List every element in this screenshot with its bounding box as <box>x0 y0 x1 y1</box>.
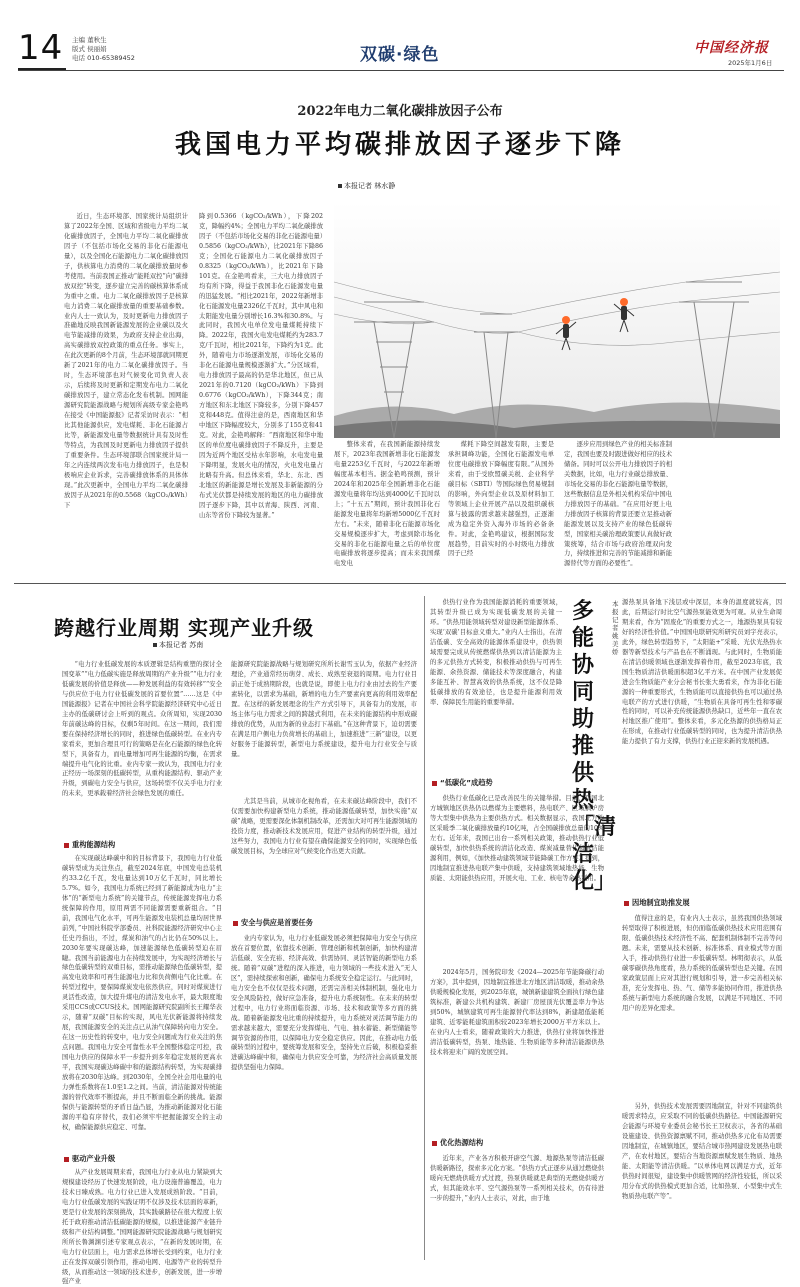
article3-subhead-1 <box>432 778 493 788</box>
subhead-marker <box>64 843 69 848</box>
article3-column-1-last: 近年来，产业各方积极开辟空气源、地源热泵等清洁低碳供暖新路径，探索多元化方案。“供热方式正逐步从通过燃烧供暖向无燃烧供暖方式过渡，热泵供暖就是典型的无燃烧供暖方式，但其能效水平、空气源热泵等一系列相关技术，仍有待进一步的提升，”业内人士表示，对此，由于地 <box>430 1155 604 1202</box>
issue-date: 2025年1月6日 <box>728 59 773 67</box>
article2-subhead-1 <box>64 840 115 850</box>
article1-column-1: 近日，生态环境部、国家统计局组织计算了2022年全国、区域和省级电力平均二氧化碳排放因子，全国电力平均二氧化碳排放因子（不包括市场化交易的非化石能源电量），以及全国化石能源电力二氧化碳排放因子，供核算电力消费的二氧化碳排放量时参考使用。当前我国正推动“能耗双控”向“碳排放双控”转变，逐步建立完善的碳核算体系成为重中之重。电力二氧化碳排放因子是核算电力消费二氧化碳排放量的重要基础参数。业内人士一致认为，及时更新电力排放因子准确地反映我国新能源发展的企业碳以及火电节能减排的效果，为政府支持企业出海，高实碳排放双控政策的重点任务。事实上，在此次更新的8个月前，生态环境部就同期更新了2021年的电力二氧化碳排放因子。当时，生态环境部也对气候变化司负责人表示，后续将及时更新和定期发布电力二氧化碳排放因子，建立常态化发布机制。国网能源研究院能源战略与规划所高级专家金艳鸣在接受《中国能源报》记者采访时表示：“相比其他能源供应，发电煤耗、非化石能源占比等，新能源发电量等数据统计具有及时性等特点，为我国及时更新电力排放因子提供了重要条件。生态环境部联合国家统计局一年之内连续两次发布电力排放因子，也是积极响应企业诉求，完善碳排放体系的具体体现。”此次更新中，全国电力平均二氧化碳排放因子从2021年的0.5568（kgCO₂/kWh）下 <box>64 213 188 509</box>
article3-column-2-mid: 值得注意的是，有业内人士表示，虽然我国供热领域转型取得了积极进展，但仍面临低碳供热技术应用范围有限、低碳供热技术经济性不高、配套机制体制不完善等问题。未来，需要从技术创新、标准体系、商业模式等方面入手，推动供热行业进一步低碳转型。林明彻表示，从低碳零碳供热角度看，热力系统的低碳转型也是关键。在国家政策层面上应对其进行规划和引导，进一步完善相关标准，充分发挥电、热、气、储等多能协同作用，推进供热系统与新型电力系统的融合发展，以满足不同地区、不同用户的差异化需求。 <box>622 915 782 1012</box>
article1-kicker: 2022年电力二氧化碳排放因子公布 <box>297 104 503 119</box>
article2-subhead-2 <box>64 1154 115 1164</box>
byline-marker <box>153 643 157 647</box>
article1-byline <box>338 181 395 191</box>
designer-credit: 版式 侯丽娟 <box>72 45 107 53</box>
byline-marker <box>338 184 342 188</box>
article2-subhead-3 <box>233 918 313 928</box>
article3-column-1-mid: 供热行业低碳化已是改善民生的关键举措。目前，我国北方城镇地区供热仍以燃煤为主要燃料，热电联产、区域锅炉房等大型集中供热为主要供热方式。相关数据显示，我国北方地区采暖季二氧化碳排放量约10亿吨，占全国碳排放总量的10%左右。近年来，我国已出台一系列相关政策，推动供热行业低碳转型，加快供热系统的清洁化改造、煤炭减量替代和清洁能源利用，例如，《加快推动建筑领域节能降碳工作方案》提到，因地制宜推进热电联产集中供暖，支持建筑领域地热能、生物质能、太阳能供热应用，开展火电、工业、核电等余热利用。 <box>430 795 604 882</box>
article3-column-2: 源热泵具备地下浅层或中深层，本身的温度就较高，因此，后期运行时比空气源热泵能效更为可观。从业生命周期来看，作为“固废化”的重要方式之一，地源热泵具有较好的经济性价值。”中国国电联研究所研究员刘宇亮表示，此外，绿色转型趋势下，“太阳能+”采暖、光伏光热热水器等新型技术与产品也在不断涌现。与此同时，生物质能在清洁供暖领域也逐渐发挥着作用，截至2023年底，我国生物质清洁供暖面积超3亿平方米。在中国产业发展促进会生物质能产业分会秘书长张大勇看来，作为非化石能源的一种重要形式，生物质能可以直接供热也可以通过热电联产的方式进行供暖，“生物质在具备可再生性和零碳性的同时，可以补充传统能源供热缺口，近些年一直在农村地区推广使用”。整体来看，多元化热源的供热格局正在形成，在推动行业低碳转型的同时，也为提升清洁供热能力提供了有力支撑，供热行业正迎来新的发展机遇。 <box>622 599 782 746</box>
article3-subhead-3 <box>624 898 690 908</box>
article3-column-1: 供热行业作为我国能源消耗的重要领域，其转型升级已成为实现低碳发展的关键一环。“供热用能领域转型对建设新型能源体系、实现‘双碳’目标意义重大。”业内人士指出，在清洁低碳、安全高效的能源体系建设中，供热领域需要完成从传统燃煤供热到以清洁能源为主的多元供热方式转变，积极推动供热与可再生能源、余热资源、储能技术等深度融合，构建多能互补、智慧高效的供热系统，这不仅是降低碳排放的有效途径，也是提升能源利用效率、保障民生用能的重要举措。 <box>430 599 562 706</box>
article2-column-b-top: 能源研究院能源战略与规划研究所所长谢雪玉认为，依据产业经济理论，产业通常经历萌芽、成长、成熟至衰退的周期。电力行业目前正处于成熟期阶段，也就是说，即使上电力行业由过去的生产要素转化，以需求为基础，新增的电力生产要素向更高的利用效率配置。在这样的新发展理念的生产方式引导下，具备有力的发展，市场主体与电力需求之间的跨越式利用，在未来的能源结构中形成碳排放的优势，从而为新的业态打下基础。”在这种背景下，迫切需要在满足用户侧电力负荷增长的基础上，加速推进“三新”建设，以更好服务于能源转型，新型电力系统建设，提升电力行业安全与质量。 <box>231 661 417 758</box>
article3-column-1-end: 2024年5月，国务院印发《2024—2025年节能降碳行动方案》，其中提到，因地制宜推进北方地区清洁取暖，推动余热供暖规模化发展，到2025年底，城镇新建建筑全面执行绿色建筑标准，新建公共机构建筑、新建厂房屋顶光伏覆盖率力争达到50%，城镇建筑可再生能源替代率达到8%，新建超低能耗建筑、近零能耗建筑面积较2023年增长2000万平方米以上。在业内人士看来，随着政策的大力推进，供热行业将加快推进清洁低碳转型，热泵、地热能、生物质能等多种清洁能源供热技术将迎来广阔的发展空间。 <box>430 969 604 1056</box>
subhead-marker <box>624 901 629 906</box>
article3-subhead-3-text: 因地制宜助推发展 <box>632 898 690 907</box>
power-tower-illustration <box>334 202 780 438</box>
section-title: 双碳·绿色 <box>360 45 440 65</box>
article1-bottom-rule <box>14 583 786 584</box>
article1-column-3: 整体来看，在我国新能源持续发展下，2023年我国新增非化石能源发电量2253亿千瓦时，与2022年新增幅度基本相当。据金艳鸣预测，预计2024年和2025年全国新增非化石能源发电量将年均达到4000亿千瓦时以上；“十五五”期间，预计我国非化石能源发电量将年均新增5000亿千瓦时左右。“未来，随着非化石能源市场化交易规模逐步扩大，考虑到除市场化交易的非化石能源电量之后的单位度电碳排放将逐步提高；而未来我国煤电发电 <box>334 441 440 568</box>
article1-column-4: 煤耗下降空间越发有限，主要是承担调峰功能，全国化石能源发电单位度电碳排放下降幅度有限。”从国外来看，由于受欧盟碳关税、企业科学碳目标（SBTI）等国际绿色贸易规制的影响，外向型企业以及原材料加工等领域上企业开展产品以及组织碳核算与披露的需求越来越强烈，正逐渐成为稳定外资入海外市场的必备条件。对此，金艳鸣建议，根据国际发展趋势，目前实时的小时级电力排放因子已经 <box>448 441 554 558</box>
article2-column-a-mid: 在实现碳达峰碳中和的目标背景下，我国电力行业低碳转型成为关注焦点，截至2024年底，中国发电总装机约33.2亿千瓦，发电量达到10万亿千瓦时，同比增长5.7%。如今，我国电力系统已经到了新能源成为电力“主体”的“新型电力系统”的关键节点，传统能源发挥电力系统保障的作用，原用两需不同能源需要重新组合。“目前，我国电气化水平，可再生能源发电装机总量均居世界前列，”中国社科院学部委员、社科院能源经济研究中心主任史丹指出，不过，煤炭和油气的占比仍在50%以上。2030年要实现碳达峰，加速能源绿色低碳转型迫在眉睫。我国当前能源电力在持续发展中，为实现经济增长与绿色低碳转型的双重目标，需推动能源绿色低碳转型，提高发电效率和可再生能源电力比和负荷侧电气化比重。在转型过程中，要保障煤炭发电依然供应，同时对煤炭进行灵活性改造，加大提升煤电的清洁发电水平，最大限度地采用CCS或CCUS技术。国网能源研究院副所长王耀华表示，随着“双碳”目标的实现，风电光伏新能源将持续发展，我国能源安全的关注点已从油气保障转向电力安全。在这一历史性的转变中，电力安全问题成为行业关注的焦点问题。我国电力安全可靠性水平全国整体稳定可控，我国电力供应的保障水平一步提升到多年稳定发展的更高水平，我国实现碳达峰碳中和的能源结构转型，为实现碳排放将在2030年达峰。到2030年，全国全社会用电量的电力弹性系数将在1.0至1.2之间。当前，清洁能源对传统能源的替代效率不断提高，并且不断面临全新的挑战。能源保供与能源转型的矛盾日益凸显，为推动新能源对化石能源的平稳有序替代，我们必须牢牢把握能源安全的主动权，确保能源供应稳定、可靠。 <box>62 855 222 1131</box>
article2-column-b-end: 业内专家认为，电力行业低碳发展必须把保障电力安全与供应放在首要位置，依靠技术创新、管理创新和机制创新，加快构建清洁低碳、安全充裕、经济高效、供需协同、灵活智能的新型电力系统。随着“双碳”进程的深入推进，电力领域的一些技术进入“无人区”，需持续探索和创新，确保电力系统安全稳定运行。与此同时，电力安全也不仅仅是技术问题，还需完善相关体制机制，强化电力安全风险防控，做好应急准备，提升电力系统韧性。在未来的转型过程中，电力行业将面临资源、市场、技术和政策等多方面的挑战。随着新能源发电比重的持续提升，电力系统对灵活调节能力的需求越来越大，需要充分发挥煤电、气电、抽水蓄能、新型储能等调节资源的作用，以保障电力安全稳定供应。因此，在推动电力低碳转型的过程中，要统筹发展和安全，坚持先立后破，积极稳妥推进碳达峰碳中和，确保电力供应安全可靠，为经济社会高质量发展提供坚强电力保障。 <box>231 935 417 1072</box>
header-rule <box>18 70 784 71</box>
article1-byline-text: 本报记者 林水静 <box>344 182 396 190</box>
article3-subhead-2-text: 优化热源结构 <box>440 1138 484 1147</box>
article1-column-5: 逐步应用到绿色产业的相关标准制定，我国也要及时跟进做好相应的技术储备。同时可以公开电力排放因子的相关数据，比如，电力行业碳总排放量、市场化交易的非化石能源电量等数据，这些数据信息是外相关机构采信中国电力排放因子的基础。“在应用好更上电力排放因子核算的背景还要立足推动新能源发展以及支持产业的绿色低碳转型，国家相关碳治理政策要认真做好政策统筹，结合市场与政府治理双向发力，持续推进和完善的节能减排和新能源替代等方面的必要性”。 <box>564 441 672 568</box>
subhead-marker <box>233 921 238 926</box>
article1-column-2: 降到0.5366（kgCO₂/kWh），下降202克，降幅约4%；全国电力平均二氧化碳排放因子（不包括市场化交易的非化石能源电量）0.5856（kgCO₂/kWh），比2021年下降86克；全国化石能源电力二氧化碳排放因子0.8325（kgCO₂/kWh），比2021年下降101克。在金艳鸣看来，三大电力排放因子均有所下降，得益于我国非化石能源发电量的迅猛发展。“相比2021年，2022年新增非化石能源发电量2326亿千瓦时，其中风电和太阳能发电量分别增长16.3%和30.8%。与此同时，我国火电单位发电量煤耗持续下降。2022年，我国火电发电煤耗约为283.7克/千瓦时，相比2021年，下降约为1克。此外，随着电力市场逐渐发展，市场化交易的非化石能源电量规模逐渐扩大。”分区域看，电力排放因子最高的仍是华北地区，但已从2021年的0.7120（kgCO₂/kWh）下降到0.6776（kgCO₂/kWh），下降344克；南方地区和东北地区下降较多，分别下降457克和448克。值得注意的是，西南地区和华中地区下降幅度较大，分别多了155克和41克。对此，金艳鸣解释：“西南地区和华中地区的单位度电碳排放因子不降反升，主要是因为近两个地区受枯水年影响，水电发电量下降明显，发展火电的情况，火电发电量占比略有升高。但总体来看，华北、东北、西北地区的新能源是增长发展及非新能源的分布式光伏都是持续发展的地区的电力碳排放因子逐步下降，其中以青海、陕西、河南、山东等省份下降较为显著。” <box>199 213 323 519</box>
editor-credit: 主编 董秋生 <box>72 36 107 44</box>
article3-byline: 本报记者 姚美娇 <box>612 600 619 656</box>
article3-subhead-1-text: “低碳化”成趋势 <box>440 778 493 787</box>
article1-headline: 我国电力平均碳排放因子逐步下降 <box>174 130 625 160</box>
header-credits <box>72 36 135 63</box>
phone-credit: 电话 010-65389452 <box>72 54 135 62</box>
article3-column-2-end: 另外，供热技术发展需要因地制宜，针对不同建筑供暖需求特点，应采取不同的低碳供热路径。中国能源研究会能源与环境专业委员会秘书长王卫权表示，各省的基础设施建设、供热资源禀赋不同，推动供热多元化布局需要因地制宜，在城镇地区，要结合城市热网建设发展热电联产，在农村地区，要结合当地资源禀赋发展生物质、地热能、太阳能等清洁供暖。“以单体电网以满足方式，近年供热时间很短，建设集中供暖管网的经济性较低，所以采用分布式的供热模式更加合适，比如热泵、小型集中式生物质热电联产等”。 <box>622 1103 782 1200</box>
article2-subhead-1-text: 重构能源结构 <box>72 840 116 849</box>
article2-headline: 跨越行业周期 实现产业升级 <box>54 616 314 640</box>
article2-subhead-3-text: 安全与供应是首要任务 <box>241 918 313 927</box>
article3-subhead-2 <box>432 1138 483 1148</box>
article2-byline-text: 本报记者 苏南 <box>159 641 204 649</box>
subhead-marker <box>64 1157 69 1162</box>
article2-subhead-2-text: 驱动产业升级 <box>72 1154 116 1163</box>
subhead-marker <box>432 1141 437 1146</box>
article2-column-a-end: 从产业发展周期来看，我国电力行业从电力紧缺到大规模建设经历了快速发展阶段，电力设施普遍覆盖，电力技术日臻成熟。电力行业已进入发展成熟阶段。“目前，电力行业低碳发展的实践证明不仅涉及技术层面的革新，更是行业发展的深刻挑战，其实践碳路径在很大程度上依托于政府推动清洁低碳能源的规模，以推进能源产业链升级和产业结构调整。”国网能源研究院能源战略与规划研究所所长鲁渊渊引述专家观点表示，“在新的发展时期，在电力行业层面上，电力需求总体增长受到约束，电力行业正在发挥双碳引领作用，推动电网、电源等产业的转型升级，从而推动这一领域的技术进步，创新发展，进一步增强产业 <box>62 1169 222 1286</box>
masthead-logo: 中国经济报 <box>694 40 769 56</box>
article2-column-a-intro: “电力行业低碳发展的本质逻辑是结构重塑的探讨全国变革”“电力低碳实施是释放周期的产业升级”“电力行业低碳发展的价值是释放——种发展利益的有效转移”“安全与供应位于电力行业低碳发展的首要位置”……这是《中国能源报》记者在中国社会科学院能源经济研究中心近日主办的低碳研讨会上听到的观点。众所周知，实现2030年前碳达峰的目标，仅剩5年时间。在这一期间，我们需要在保持经济增长的同时，推进绿色低碳转型。在业内专家看来，更加合理且可行的策略是在化石能源的绿色化转型下，具备有力，而电量增加可再生能源的均衡，在需求端提升电气化的比重。业内专家一致认为，我国电力行业正经历一场深刻的低碳转型，从重构能源结构、驱动产业升级，到碳电力安全与供应，这场转型不仅关乎电力行业的未来，更承载着经济社会绿色发展的重任。 <box>62 661 222 798</box>
article3-divider <box>424 596 425 1260</box>
subhead-marker <box>432 781 437 786</box>
article2-column-b-section: 尤其是当前，从城市化视角看，在未来碳达峰阶段中，我们不仅需要加快构建新型电力系统，推动能源低碳转型，加快实施“双碳”战略，更需要深化体制机制改革，还需加大对可再生能源领域的投资力度，推动新技术发展应用，促进产业结构的转型升级，通过这些努力，我国电力行业有望在确保能源安全的同时，实现绿色低碳发展目标，为全球应对气候变化作出更大贡献。 <box>231 798 417 855</box>
article3-headline: 多能协同助推供热「清洁化」 <box>572 599 617 894</box>
article2-byline <box>153 640 203 650</box>
page-number: 14 <box>18 28 64 68</box>
